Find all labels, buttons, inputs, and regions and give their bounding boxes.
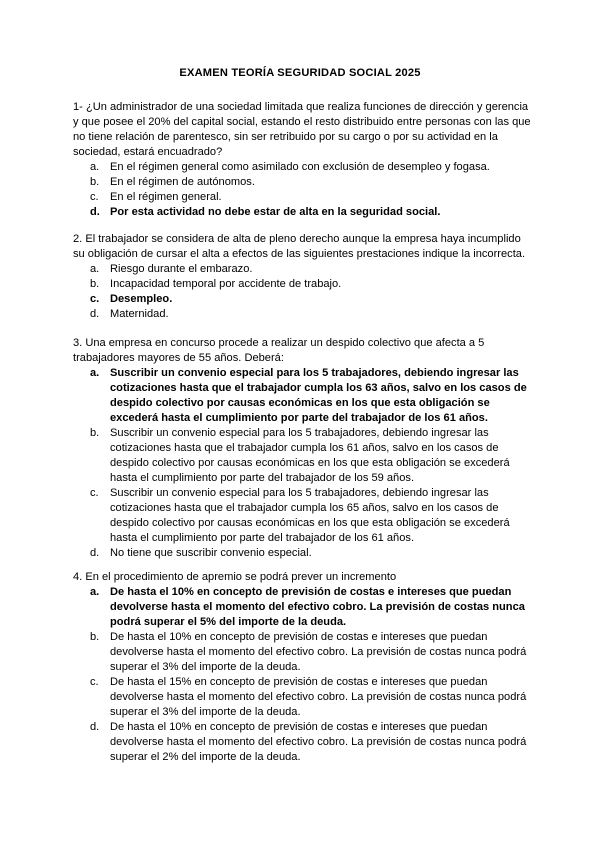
option-list: [73, 160, 533, 220]
option-marker: c.: [90, 487, 99, 499]
option-a-correct: [73, 585, 533, 630]
option-marker: d.: [90, 547, 100, 559]
option-marker: d.: [90, 721, 100, 733]
option-text: Maternidad.: [110, 308, 169, 320]
question-text: 3. Una empresa en concurso procede a realizar un despido colectivo que afecta a 5 trabajadores mayores de 55 años. Deberá:: [73, 337, 485, 364]
question-text: 2. El trabajador se considera de alta de pleno derecho aunque la empresa haya incumplido su obligación de cursar el alta a efectos de las siguientes prestaciones indique la incorrecta.: [73, 233, 526, 260]
option-list: [73, 585, 533, 765]
option-b: [73, 277, 533, 292]
question-3: [73, 336, 533, 561]
option-text: Suscribir un convenio especial para los 5 trabajadores, debiendo ingresar las cotizaciones hasta que el trabajador cumpla los 61 años, salvo en los casos de despido colectivo por causas económicas en los que esta obligación se excederá hasta el cumplimiento por parte del trabajador de los 59 años.: [110, 427, 510, 484]
option-c: [73, 190, 533, 205]
option-b: [73, 426, 533, 486]
option-a: [73, 262, 533, 277]
question-text: 1- ¿Un administrador de una sociedad limitada que realiza funciones de dirección y gerencia y que posee el 20% del capital social, estando el resto distribuido entre personas con las que no tiene relación de parentesco, sin ser retribuido por su cargo o por su actividad en la sociedad, estará encuadrado?: [73, 101, 531, 158]
option-marker: a.: [90, 161, 100, 173]
option-marker: a.: [90, 586, 100, 598]
option-marker: b.: [90, 176, 100, 188]
option-text: En el régimen de autónomos.: [110, 176, 255, 188]
option-text: Desempleo.: [110, 293, 173, 305]
option-c-correct: [73, 292, 533, 307]
option-text: De hasta el 10% en concepto de previsión de costas e intereses que puedan devolverse hasta el momento del efectivo cobro. La previsión de costas nunca podrá superar el 3% del importe de la deuda.: [110, 631, 527, 673]
option-b: [73, 175, 533, 190]
question-4: [73, 570, 533, 765]
option-marker: d.: [90, 206, 100, 218]
option-text: De hasta el 10% en concepto de previsión de costas e intereses que puedan devolverse hasta el momento del efectivo cobro. La previsión de costas nunca podrá superar el 2% del importe de la deuda.: [110, 721, 527, 763]
option-marker: c.: [90, 676, 99, 688]
option-c: [73, 675, 533, 720]
option-marker: a.: [90, 263, 100, 275]
option-text: De hasta el 10% en concepto de previsión de costas e intereses que puedan devolverse hasta el momento del efectivo cobro. La previsión de costas nunca podrá superar el 5% del importe de la deuda.: [110, 586, 525, 628]
option-marker: c.: [90, 191, 99, 203]
option-text: Suscribir un convenio especial para los 5 trabajadores, debiendo ingresar las cotizaciones hasta que el trabajador cumpla los 65 años, salvo en los casos de despido colectivo por causas económicas en los que esta obligación se excederá hasta el cumplimiento por parte del trabajador de los 61 años.: [110, 487, 510, 544]
option-text: Suscribir un convenio especial para los 5 trabajadores, debiendo ingresar las cotizaciones hasta que el trabajador cumpla los 63 años, salvo en los casos de despido colectivo por causas económicas en los que esta obligación se excederá hasta el cumplimiento por parte del trabajador de los 61 años.: [110, 367, 527, 424]
option-text: No tiene que suscribir convenio especial.: [110, 547, 312, 559]
option-d: [73, 546, 533, 561]
question-2: [73, 232, 533, 322]
question-text: 4. En el procedimiento de apremio se podrá prever un incremento: [73, 571, 397, 583]
option-d: [73, 720, 533, 765]
option-text: De hasta el 15% en concepto de previsión de costas e intereses que puedan devolverse hasta el momento del efectivo cobro. La previsión de costas nunca podrá superar el 3% del importe de la deuda.: [110, 676, 527, 718]
option-d-correct: [73, 205, 533, 220]
option-a-correct: [73, 366, 533, 426]
option-text: Riesgo durante el embarazo.: [110, 263, 253, 275]
option-marker: b.: [90, 278, 100, 290]
option-d: [73, 307, 533, 322]
option-marker: d.: [90, 308, 100, 320]
option-marker: c.: [90, 293, 100, 305]
option-c: [73, 486, 533, 546]
option-list: [73, 366, 533, 561]
option-marker: b.: [90, 427, 100, 439]
page-title: EXAMEN TEORÍA SEGURIDAD SOCIAL 2025: [179, 67, 421, 79]
option-text: Por esta actividad no debe estar de alta en la seguridad social.: [110, 206, 441, 218]
option-text: Incapacidad temporal por accidente de trabajo.: [110, 278, 342, 290]
option-b: [73, 630, 533, 675]
option-list: [73, 262, 533, 322]
option-text: En el régimen general como asimilado con exclusión de desempleo y fogasa.: [110, 161, 490, 173]
option-marker: b.: [90, 631, 100, 643]
option-marker: a.: [90, 367, 100, 379]
option-a: [73, 160, 533, 175]
question-1: [73, 100, 533, 220]
option-text: En el régimen general.: [110, 191, 222, 203]
